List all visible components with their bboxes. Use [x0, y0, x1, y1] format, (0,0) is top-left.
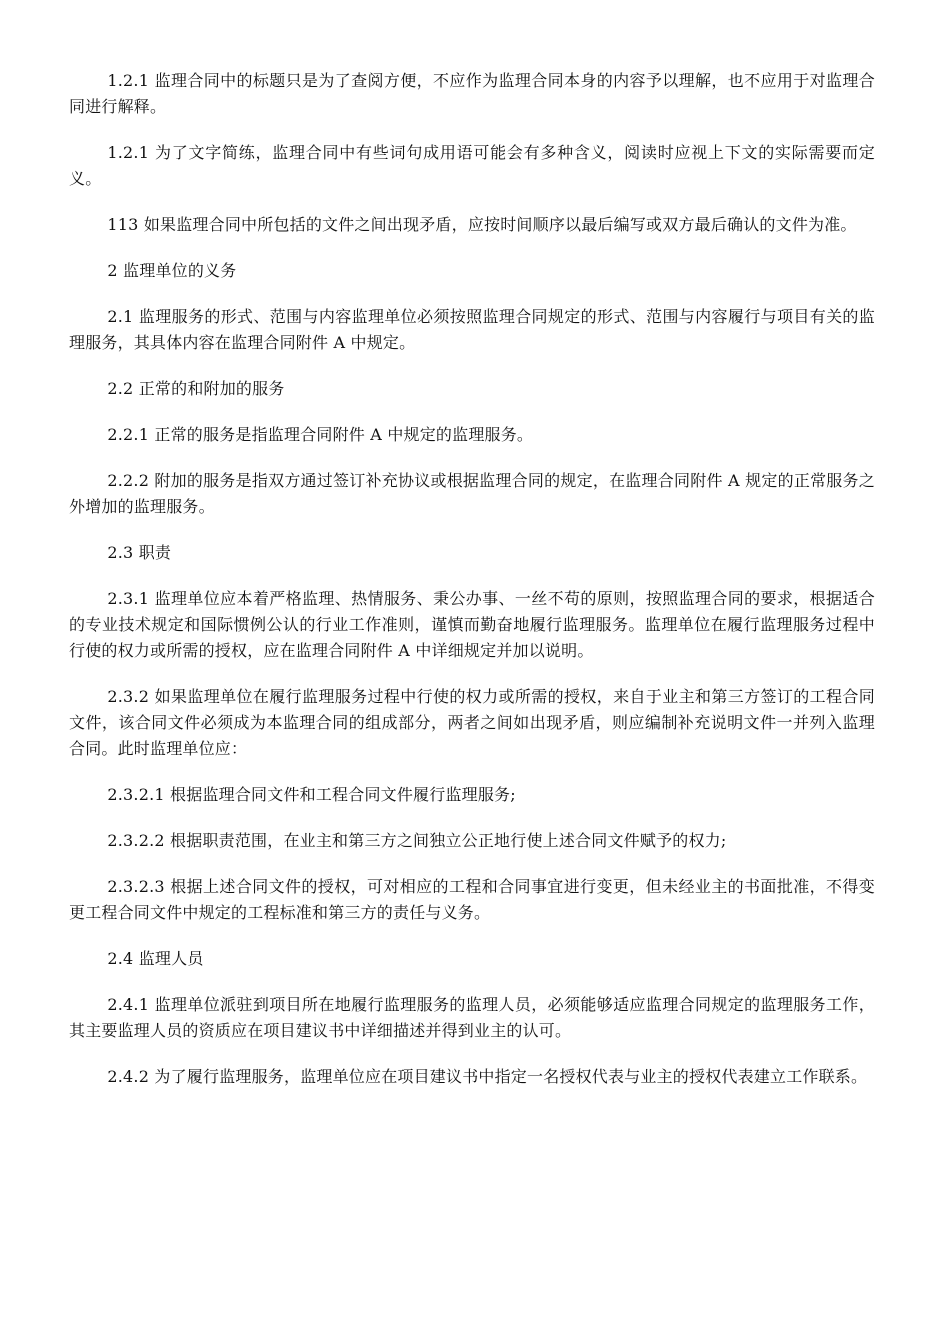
clause-2-4-2: 2.4.2 为了履行监理服务，监理单位应在项目建议书中指定一名授权代表与业主的授权代表建立工作联系。: [107, 1067, 868, 1086]
clause-2-4-heading: 2.4 监理人员: [107, 949, 204, 968]
clause-1-2-1-wording: 1.2.1 为了文字简练，监理合同中有些词句成用语可能会有多种含义，阅读时应视上下文的实际需要而定义。: [69, 143, 875, 188]
clause-2-3-2: 2.3.2 如果监理单位在履行监理服务过程中行使的权力或所需的授权，来自于业主和第三方签订的工程合同文件，该合同文件必须成为本监理合同的组成部分，两者之间如出现矛盾，则应编制补充说明文件一并列入监理合同。此时监理单位应：: [69, 687, 875, 758]
clause-2-3-2-3: 2.3.2.3 根据上述合同文件的授权，可对相应的工程和合同事宜进行变更，但未经业主的书面批准，不得变更工程合同文件中规定的工程标准和第三方的责任与义务。: [69, 877, 875, 922]
clause-2-3-2-1: 2.3.2.1 根据监理合同文件和工程合同文件履行监理服务;: [107, 785, 516, 804]
clause-2-2-1: 2.2.1 正常的服务是指监理合同附件 A 中规定的监理服务。: [107, 425, 534, 444]
clause-2-4-1: 2.4.1 监理单位派驻到项目所在地履行监理服务的监理人员，必须能够适应监理合同规定的监理服务工作，其主要监理人员的资质应在项目建议书中详细描述并得到业主的认可。: [69, 995, 875, 1040]
clause-2-2-heading: 2.2 正常的和附加的服务: [107, 379, 285, 398]
clause-2-3-1: 2.3.1 监理单位应本着严格监理、热情服务、秉公办事、一丝不苟的原则，按照监理合同的要求，根据适合的专业技术规定和国际惯例公认的行业工作准则，谨慎而勤奋地履行监理服务。监理单位在履行监理服务过程中行使的权力或所需的授权，应在监理合同附件 A 中详细规定并加以说明。: [69, 589, 875, 660]
clause-2-3-2-2: 2.3.2.2 根据职责范围，在业主和第三方之间独立公正地行使上述合同文件赋予的权力;: [107, 831, 727, 850]
clause-2-2-2: 2.2.2 附加的服务是指双方通过签订补充协议或根据监理合同的规定，在监理合同附件 A 规定的正常服务之外增加的监理服务。: [69, 471, 875, 516]
clause-2-1: 2.1 监理服务的形式、范围与内容监理单位必须按照监理合同规定的形式、范围与内容履行与项目有关的监理服务，其具体内容在监理合同附件 A 中规定。: [69, 307, 875, 352]
section-2-heading: 2 监理单位的义务: [107, 261, 237, 280]
clause-2-3-heading: 2.3 职责: [107, 543, 172, 562]
document-page: [69, 68, 875, 1110]
clause-1-1-3-conflicts: 113 如果监理合同中所包括的文件之间出现矛盾，应按时间顺序以最后编写或双方最后确认的文件为准。: [107, 215, 857, 234]
clause-1-2-1-headings: 1.2.1 监理合同中的标题只是为了查阅方便，不应作为监理合同本身的内容予以理解，也不应用于对监理合同进行解释。: [69, 71, 875, 116]
